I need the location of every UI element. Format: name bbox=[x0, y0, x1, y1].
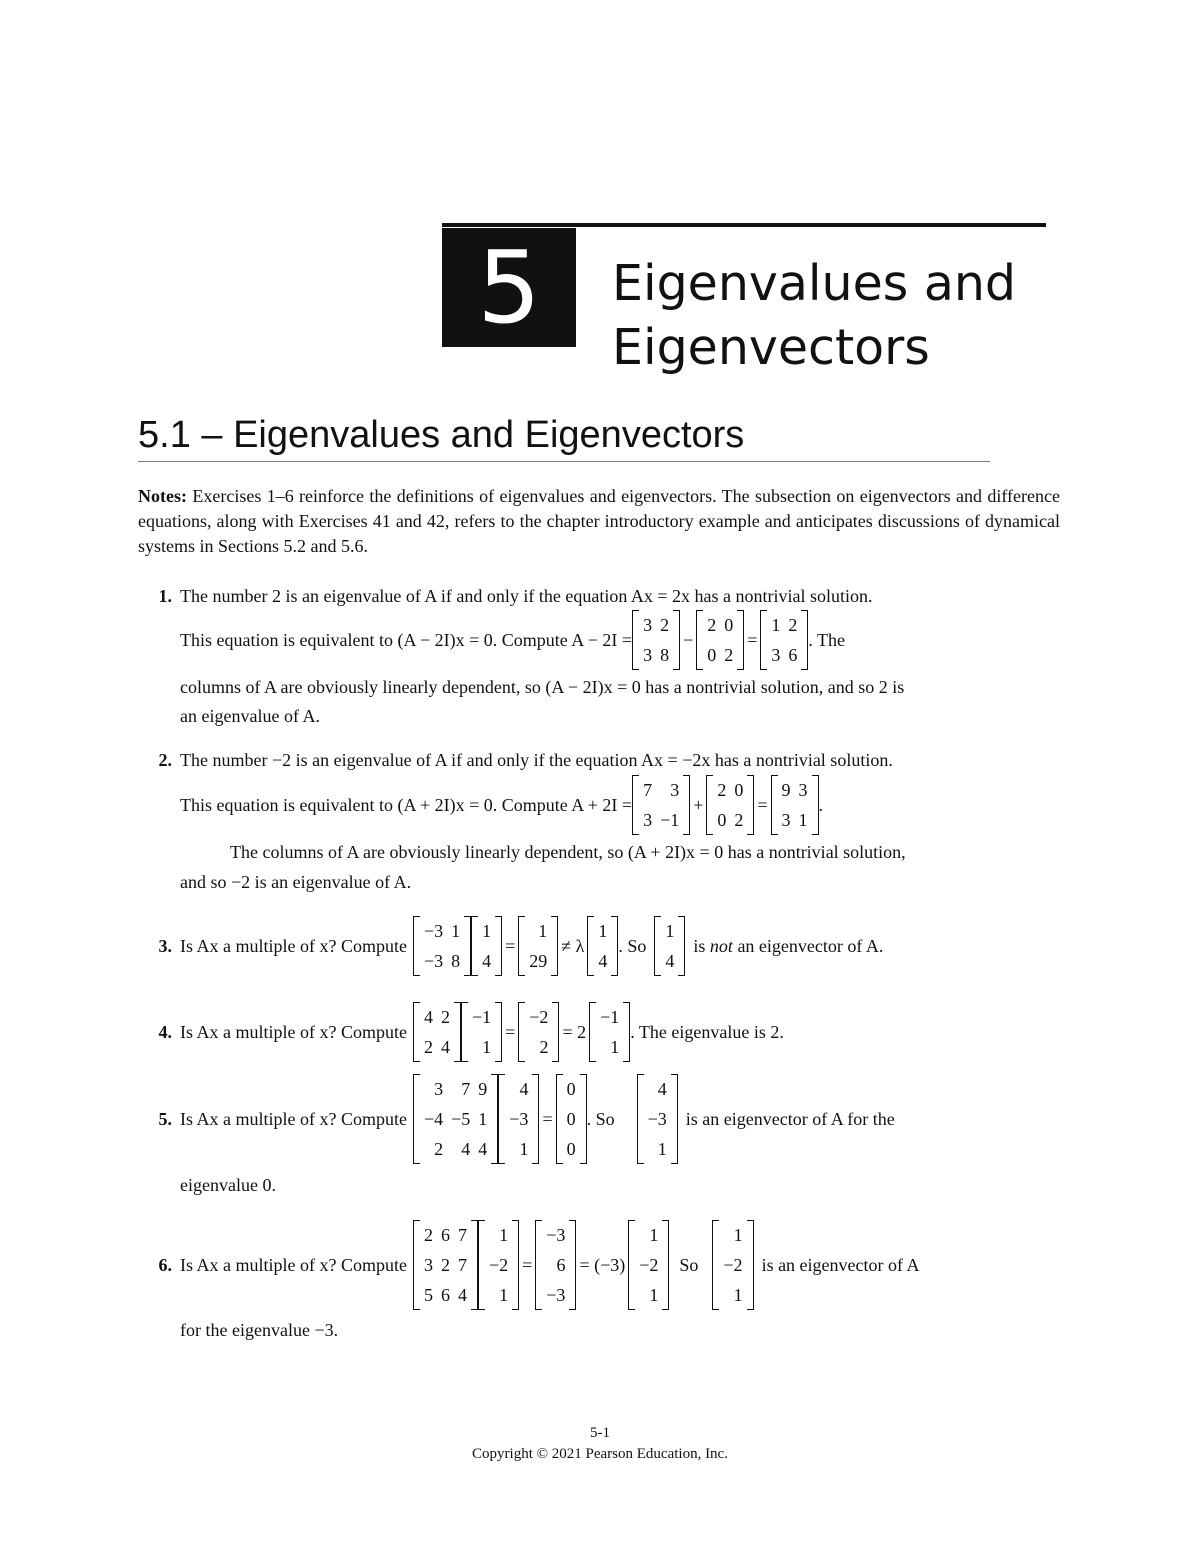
exercise-1-line-3: columns of A are obviously linearly dependent, so (A − 2I)x = 0 has a nontrivial solution, and so 2 is bbox=[180, 677, 905, 697]
exercise-6-line-2: for the eigenvalue −3. bbox=[180, 1320, 339, 1340]
exercise-number: 2. bbox=[158, 750, 172, 770]
exercise-1-line-4: an eigenvalue of A. bbox=[180, 706, 320, 726]
exercise-number: 6. bbox=[158, 1254, 172, 1275]
matrix: 9 3 3 1 bbox=[771, 775, 819, 835]
notes-paragraph: Notes: Exercises 1–6 reinforce the definitions of eigenvalues and eigenvectors. The subsection on eigenvectors and difference equations, along with Exercises 41 and 42, refers to the chapter introductory example and anticipates discussions of dynamical systems in Sections 5.2 and 5.6. bbox=[138, 486, 1060, 556]
matrix: −3 1 −3 8 bbox=[413, 916, 471, 976]
matrix: 4 2 2 4 bbox=[413, 1002, 461, 1062]
matrix: 7 3 3 −1 bbox=[632, 775, 690, 835]
vector: 4 −3 1 bbox=[498, 1074, 539, 1164]
vector: −3 6 −3 bbox=[535, 1220, 576, 1310]
vector: 4 −3 1 bbox=[637, 1074, 678, 1164]
exercise-2-line-4: and so −2 is an eigenvalue of A. bbox=[180, 872, 412, 892]
vector: 1 −2 1 bbox=[478, 1220, 519, 1310]
chapter-top-rule bbox=[442, 223, 1046, 227]
exercise-1-equation: This equation is equivalent to (A − 2I)x = 0. Compute A − 2I = 3 2 3 8 − 2 0 0 2 = 1 2 3 6 . The bbox=[180, 610, 845, 670]
matrix: 3 2 3 8 bbox=[632, 610, 680, 670]
exercise-5: 5. Is Ax a multiple of x? Compute 3 7 9 −4 −5 1 2 4 4 4 −3 1 = 0 0 0 . So 4 −3 1 is an eigenvector of A for the bbox=[150, 1072, 895, 1166]
vector: 1 −2 1 bbox=[712, 1220, 753, 1310]
vector: 1 29 bbox=[518, 916, 558, 976]
vector: 0 0 0 bbox=[556, 1074, 587, 1164]
vector: −1 1 bbox=[589, 1002, 630, 1062]
vector: 1 4 bbox=[471, 916, 502, 976]
copyright: Copyright © 2021 Pearson Education, Inc. bbox=[472, 1446, 728, 1462]
exercise-4: 4. Is Ax a multiple of x? Compute 4 2 2 4 −1 1 = −2 2 = 2 −1 1 . The eigenvalue is 2. bbox=[150, 1001, 784, 1063]
vector: 1 −2 1 bbox=[628, 1220, 669, 1310]
exercise-number: 1. bbox=[158, 586, 172, 606]
exercise-5-line-2: eigenvalue 0. bbox=[180, 1175, 276, 1195]
matrix: 1 2 3 6 bbox=[760, 610, 808, 670]
exercise-6: 6. Is Ax a multiple of x? Compute 2 6 7 3 2 7 5 6 4 1 −2 1 = −3 6 −3 = (−3) 1 −2 1 So 1 −2 1 is an eigenvector of A bbox=[150, 1218, 920, 1312]
section-rule bbox=[138, 461, 990, 462]
matrix: 3 7 9 −4 −5 1 2 4 4 bbox=[413, 1074, 498, 1164]
vector: −2 2 bbox=[518, 1002, 559, 1062]
exercise-number: 5. bbox=[158, 1108, 172, 1129]
chapter-number: 5 bbox=[477, 228, 541, 346]
exercise-number: 4. bbox=[158, 1021, 172, 1042]
exercise-2-line-1: 2. The number −2 is an eigenvalue of A if and only if the equation Ax = −2x has a nontrivial solution. bbox=[150, 750, 893, 771]
exercise-2-line-3: The columns of A are obviously linearly dependent, so (A + 2I)x = 0 has a nontrivial solution, bbox=[230, 842, 906, 862]
chapter-title: Eigenvalues and Eigenvectors bbox=[612, 255, 1017, 376]
exercise-3: 3. Is Ax a multiple of x? Compute −3 1 −3 8 1 4 = 1 29 ≠ λ 1 4 . So 1 4 is not an eigenvector of A. bbox=[150, 915, 883, 977]
matrix: 2 0 0 2 bbox=[706, 775, 754, 835]
vector: 1 4 bbox=[587, 916, 618, 976]
section-title: 5.1 – Eigenvalues and Eigenvectors bbox=[138, 414, 745, 456]
notes-label: Notes: bbox=[138, 486, 187, 506]
vector: 1 4 bbox=[654, 916, 685, 976]
exercise-number: 3. bbox=[158, 935, 172, 956]
vector: −1 1 bbox=[461, 1002, 502, 1062]
chapter-number-box bbox=[442, 228, 576, 347]
matrix: 2 0 0 2 bbox=[696, 610, 744, 670]
exercise-1-line-1: 1. The number 2 is an eigenvalue of A if and only if the equation Ax = 2x has a nontrivial solution. bbox=[150, 586, 873, 607]
page-number: 5-1 bbox=[590, 1425, 610, 1441]
matrix: 2 6 7 3 2 7 5 6 4 bbox=[413, 1220, 478, 1310]
exercise-2-equation: This equation is equivalent to (A + 2I)x = 0. Compute A + 2I = 7 3 3 −1 + 2 0 0 2 = 9 3 3 1 . bbox=[180, 775, 823, 835]
